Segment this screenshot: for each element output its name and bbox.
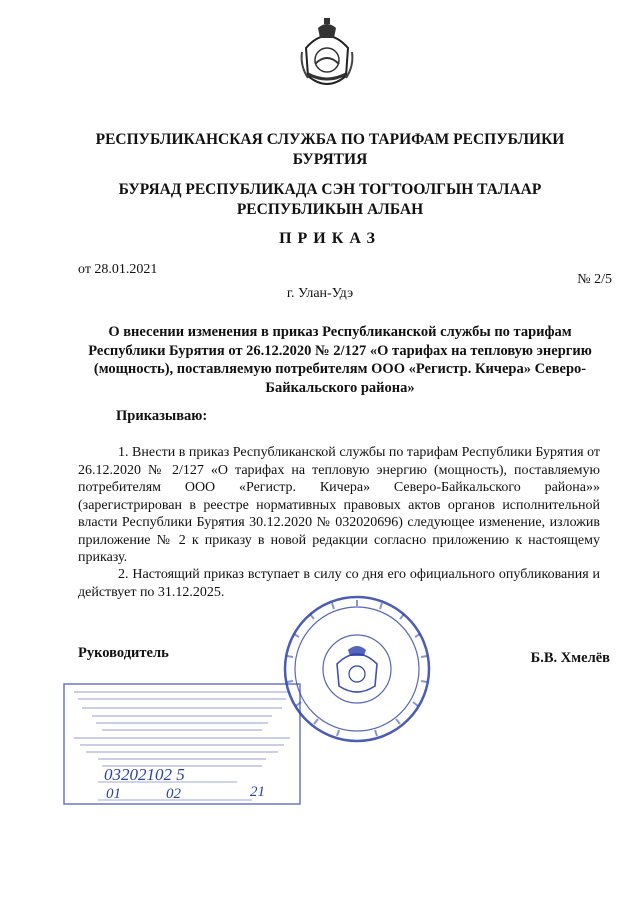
registration-day: 01 [106,786,121,802]
official-seal-icon [282,594,432,744]
registration-number: 03202102 5 [104,765,185,784]
order-title: ПРИКАЗ [279,230,381,247]
agency-name-ru: РЕСПУБЛИКАНСКАЯ СЛУЖБА ПО ТАРИФАМ РЕСПУБЛИКИ БУРЯТИЯ [95,131,565,168]
registration-stamp [62,682,302,806]
paragraph-1: 1. Внести в приказ Республиканской службы по тарифам Республики Бурятия от 26.12.2020 № 2/127 «О тарифах на тепловую энергию (мощность), поставляемую потребителям ООО «Регистр. Кичера» Северо-Байкальского района»» (зарегистрирован в реестре нормативных правовых актов органов исполнительной власти Республики Бурятия 30.12.2020 № 032020696) следующее изменение, изложив приложение № 2 к приказу в новой редакции согласно приложению к настоящему приказу. [78,445,600,565]
paragraph-2: 2. Настоящий приказ вступает в силу со дня его официального опубликования и действует по 31.12.2025. [78,567,600,600]
signatory-name: Б.В. Хмелёв [530,650,610,666]
signatory-title: Руководитель [78,645,169,661]
order-subject: О внесении изменения в приказ Республиканской службы по тарифам Республики Бурятия от 26.12.2020 № 2/127 «О тарифах на тепловую энергию (мощность), поставляемую потребителям ООО «Регистр. Кичера» Северо-Байкальского района» [88,324,592,396]
decree-word: Приказываю: [116,408,208,424]
coat-of-arms-icon [296,18,358,96]
registration-month: 02 [166,786,181,802]
order-number: № 2/5 [577,272,612,287]
order-date: от 28.01.2021 [78,262,158,277]
agency-name-bua: БУРЯАД РЕСПУБЛИКАДА СЭН ТОГТООЛГЫН ТАЛААР РЕСПУБЛИКЫН АЛБАН [118,181,542,218]
registration-year: 21 [250,784,265,800]
order-city: г. Улан-Удэ [286,286,354,301]
